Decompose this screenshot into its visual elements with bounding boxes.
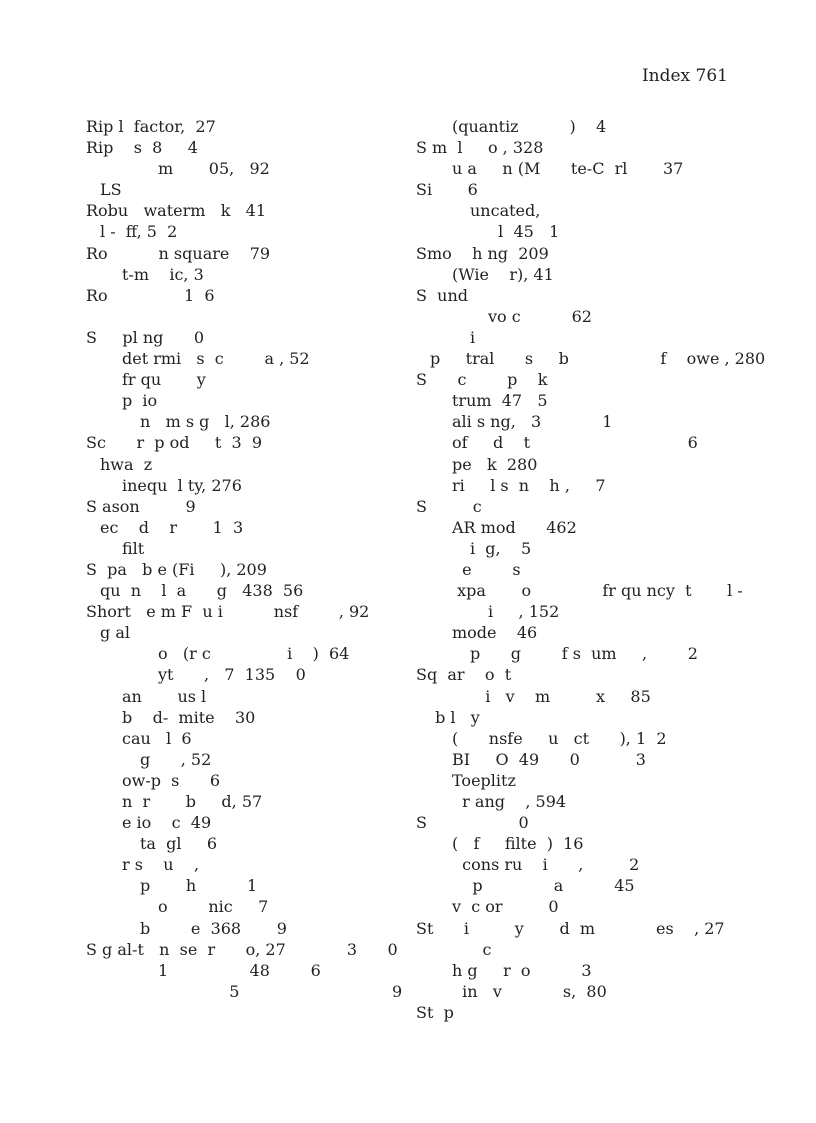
index-entry: an us l bbox=[122, 686, 207, 706]
index-entry: Smo h ng 209 bbox=[416, 243, 549, 263]
index-entry: fr qu y bbox=[122, 370, 206, 390]
index-entry: b e 368 9 bbox=[140, 918, 287, 938]
index-entry: S m l o , 328 bbox=[416, 138, 544, 158]
page-header: Index 761 bbox=[641, 66, 728, 86]
index-entry: S pa b e (Fi ), 209 bbox=[86, 559, 267, 579]
index-entry bbox=[86, 306, 406, 327]
index-entry: n m s g l, 286 bbox=[140, 412, 271, 432]
index-entry: Si 6 bbox=[416, 180, 478, 200]
index-entry: i v m x 85 bbox=[470, 686, 651, 706]
index-entry: inequ l ty, 276 bbox=[122, 475, 242, 495]
index-entry: in v s, 80 bbox=[452, 981, 607, 1001]
index-entry: S 0 bbox=[416, 813, 529, 833]
index-entry: i bbox=[470, 327, 476, 347]
index-column-right bbox=[416, 116, 766, 1023]
index-entry: c bbox=[452, 939, 492, 959]
index-entry: vo c 62 bbox=[488, 306, 592, 326]
index-entry: p io bbox=[122, 391, 158, 411]
index-entry: v c or 0 bbox=[452, 897, 559, 917]
index-entry: g , 52 bbox=[140, 749, 212, 769]
index-entry: qu n l a g 438 56 bbox=[100, 581, 304, 601]
index-entry: p g f s um , 2 bbox=[470, 644, 698, 664]
index-entry: i g, 5 bbox=[470, 538, 532, 558]
index-entry: LS bbox=[100, 180, 122, 200]
index-entry: Sc r p od t 3 9 bbox=[86, 433, 263, 453]
index-entry: of d t 6 bbox=[452, 433, 698, 453]
index-entry: St i y d m es , 27 bbox=[416, 918, 725, 938]
index-entry: m 05, 92 bbox=[158, 159, 270, 179]
index-entry: Rip l factor, 27 bbox=[86, 117, 216, 136]
index-entry: n r b d, 57 bbox=[122, 792, 263, 811]
index-entry: S g al-t n se r o, 27 3 0 bbox=[86, 939, 398, 959]
index-entry: t-m ic, 3 bbox=[122, 264, 204, 284]
index-entry: cons ru i , 2 bbox=[452, 855, 640, 875]
index-entry: ali s ng, 3 1 bbox=[452, 412, 613, 432]
index-entry: Short e m F u i nsf , 92 bbox=[86, 602, 370, 622]
index-entry: r ang , 594 bbox=[452, 792, 567, 811]
index-entry: S c p k bbox=[416, 370, 548, 390]
index-entry: p a 45 bbox=[452, 876, 635, 896]
index-entry: hwa z bbox=[100, 454, 153, 474]
index-entry: (quantiz ) 4 bbox=[452, 117, 607, 136]
index-entry: p h 1 bbox=[140, 876, 258, 896]
index-entry: (Wie r), 41 bbox=[452, 264, 554, 284]
index-entry: ( nsfe u ct ), 1 2 bbox=[452, 728, 667, 748]
index-entry: ta gl 6 bbox=[140, 834, 218, 854]
index-entry: ec d r 1 3 bbox=[100, 517, 244, 537]
index-entry: h g r o 3 bbox=[452, 960, 592, 980]
index-entry: u a n (M te-C rl 37 bbox=[452, 159, 684, 179]
index-entry: Ro 1 6 bbox=[86, 285, 215, 305]
index-entry: BI O 49 0 3 bbox=[452, 749, 646, 769]
index-entry: b l y bbox=[430, 707, 480, 727]
index-entry: Robu waterm k 41 bbox=[86, 201, 267, 221]
index-entry: Rip s 8 4 bbox=[86, 138, 198, 158]
index-entry: AR mod 462 bbox=[452, 517, 577, 537]
index-entry: trum 47 5 bbox=[452, 391, 548, 411]
index-entry: l - ff, 5 2 bbox=[100, 222, 178, 242]
index-entry: e io c 49 bbox=[122, 813, 212, 833]
index-entry: o (r c i ) 64 bbox=[158, 644, 350, 664]
index-entry: S c bbox=[416, 496, 482, 516]
index-entry: e s bbox=[452, 559, 521, 579]
index-entry: ow-p s 6 bbox=[122, 770, 221, 790]
index-entry: g al bbox=[100, 623, 130, 643]
index-entry: Ro n square 79 bbox=[86, 243, 271, 263]
index-entry: det rmi s c a , 52 bbox=[122, 349, 310, 369]
index-entry: cau l 6 bbox=[122, 728, 192, 748]
index-entry: St p bbox=[416, 1002, 454, 1022]
index-entry: uncated, bbox=[470, 201, 541, 221]
index-entry: 1 48 6 bbox=[158, 960, 321, 980]
index-entry: Toeplitz bbox=[452, 770, 516, 790]
index-entry: p tral s b f owe , 280 bbox=[430, 349, 766, 369]
index-entry: yt , 7 135 0 bbox=[158, 665, 306, 685]
index-entry: S pl ng 0 bbox=[86, 327, 205, 347]
index-entry: i , 152 bbox=[488, 602, 560, 622]
index-entry: 5 9 bbox=[158, 981, 403, 1001]
index-entry: ( f filte ) 16 bbox=[452, 834, 584, 854]
index-entry: l 45 1 bbox=[488, 222, 560, 242]
index-entry: ri l s n h , 7 bbox=[452, 475, 606, 495]
index-entry: filt bbox=[122, 538, 145, 558]
index-entry: mode 46 bbox=[452, 623, 538, 643]
index-entry: o nic 7 bbox=[158, 897, 269, 917]
index-entry: xpa o fr qu ncy t l - bbox=[452, 581, 743, 601]
index-entry: S ason 9 bbox=[86, 496, 196, 516]
index-entry: r s u , bbox=[122, 855, 200, 875]
index-entry: b d- mite 30 bbox=[122, 707, 256, 727]
index-entry: S und bbox=[416, 285, 468, 305]
index-entry: pe k 280 bbox=[452, 454, 538, 474]
index-entry: Sq ar o t bbox=[416, 665, 512, 685]
index-column-left bbox=[86, 116, 406, 1002]
